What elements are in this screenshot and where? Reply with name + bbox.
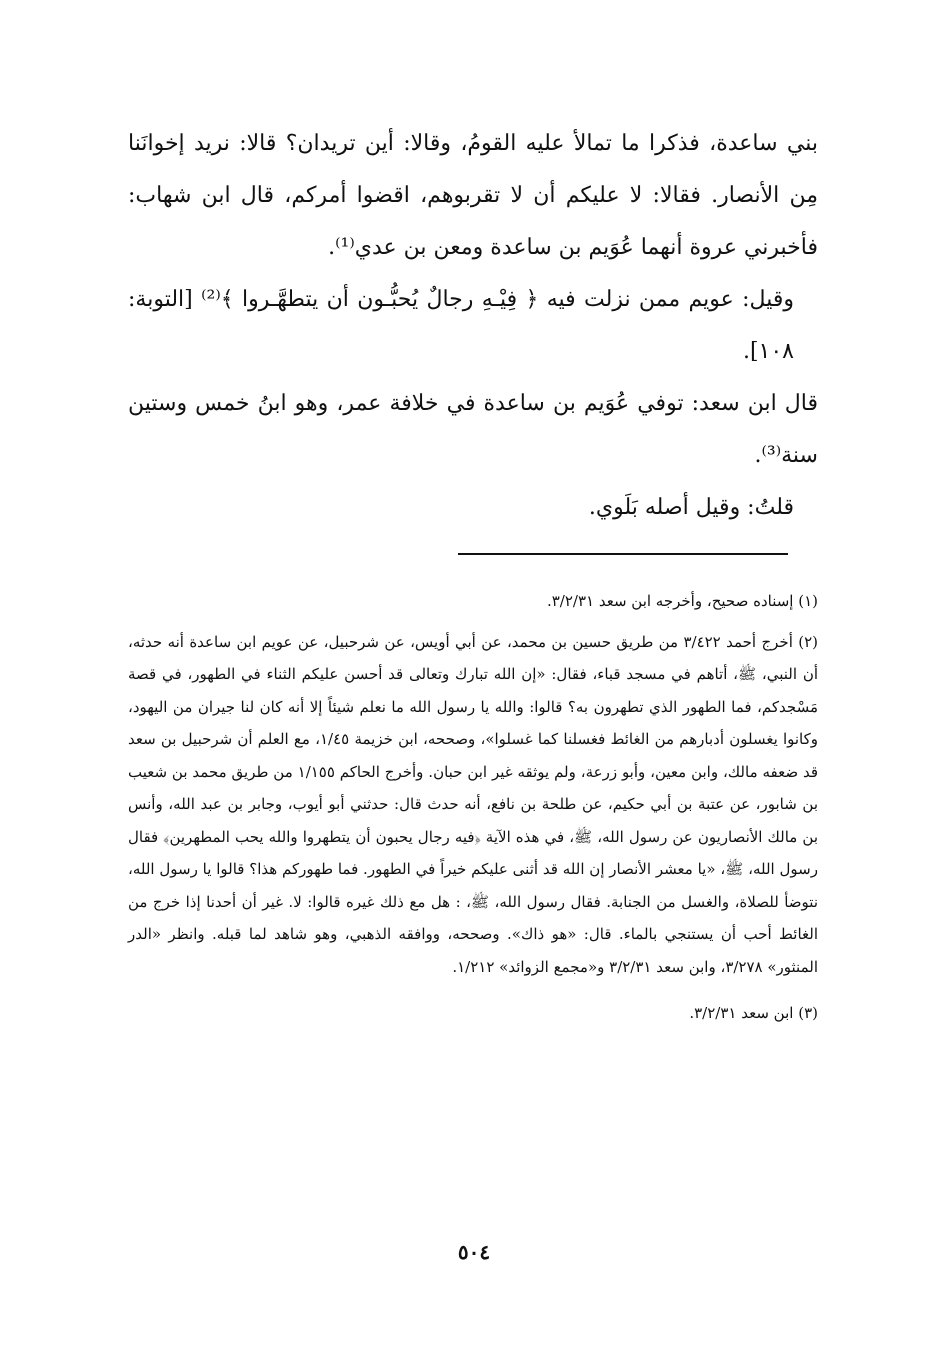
footnotes: [128, 585, 818, 1030]
footnote-1: (١) إسناده صحيح، وأخرجه ابن سعد ٣/٢/٣١.: [546, 592, 818, 610]
main-paragraph-2: وقيل: عويم ممن نزلت فيه ﴿ فِيْـهِ رجالٌ يُحبُّـون أن يتطهَّـروا ﴾⁽²⁾ [التوبة: ١٠٨].: [128, 287, 794, 364]
main-paragraph-3: قال ابن سعد: توفي عُوَيم بن ساعدة في خلافة عمر، وهو ابنُ خمس وستين سنة⁽³⁾.: [128, 391, 818, 468]
footnote-3: (٣) ابن سعد ٣/٢/٣١.: [689, 1004, 818, 1022]
footnote-divider: [458, 553, 788, 555]
main-text: [128, 118, 818, 534]
main-paragraph-4: قلتُ: وقيل أصله بَلَوي.: [588, 495, 794, 520]
page-number: ٥٠٤: [457, 1240, 491, 1264]
footnote-2: (٢) أخرج أحمد ٣/٤٢٢ من طريق حسين بن محمد، عن أبي أويس، عن شرحبيل، عن عويم ابن ساعدة أنه حدثه، أن النبي، ﷺ، أتاهم في مسجد قباء، فقال: «إن الله تبارك وتعالى قد أحسن عليكم الثناء في الطهور، في قصة مَسْجدكم، فما الطهور الذي تطهرون به؟ قالوا: والله يا رسول الله ما نعلم شيئاً إلا أنه كان لنا جيران من اليهود، وكانوا يغسلون أدبارهم من الغائط فغسلنا كما غسلوا»، وصححه، ابن خزيمة ١/٤٥، مع العلم أن شرحبيل بن سعد قد ضعفه مالك، وابن معين، وأبو زرعة، ولم يوثقه غير ابن حبان. وأخرج الحاكم ١/١٥٥ من طريق محمد بن شعيب بن شابور، عن عتبة بن أبي حكيم، عن طلحة بن نافع، أنه حدث قال: حدثني أبو أيوب، وجابر بن عبد الله، وأنس بن مالك الأنصاريون عن رسول الله، ﷺ، في هذه الآية ﴿فيه رجال يحبون أن يتطهروا والله يحب المطهرين﴾ فقال رسول الله، ﷺ، «يا معشر الأنصار إن الله قد أثنى عليكم خيراً في الطهور. فما طهوركم هذا؟ قالوا يا رسول الله، نتوضأ للصلاة، والغسل من الجنابة. فقال رسول الله، ﷺ، : هل مع ذلك غيره قالوا: لا. غير أن أحدنا إذا خرج من الغائط أحب أن يستنجي بالماء. قال: «هو ذاك». وصححه، ووافقه الذهبي، وهو شاهد لما قبله. وانظر «الدر المنثور» ٣/٢٧٨، وابن سعد ٣/٢/٣١ و«مجمع الزوائد» ١/٢١٢.: [128, 632, 819, 976]
main-paragraph-1: بني ساعدة، فذكرا ما تمالأ عليه القومُ، وقالا: أين تريدان؟ قالا: نريد إخوانَنا مِن الأنصار. فقالا: لا عليكم أن لا تقربوهم، اقضوا أمركم، قال ابن شهاب: فأخبرني عروة أنهما عُوَيم بن ساعدة ومعن بن عدي⁽¹⁾.: [128, 131, 818, 260]
